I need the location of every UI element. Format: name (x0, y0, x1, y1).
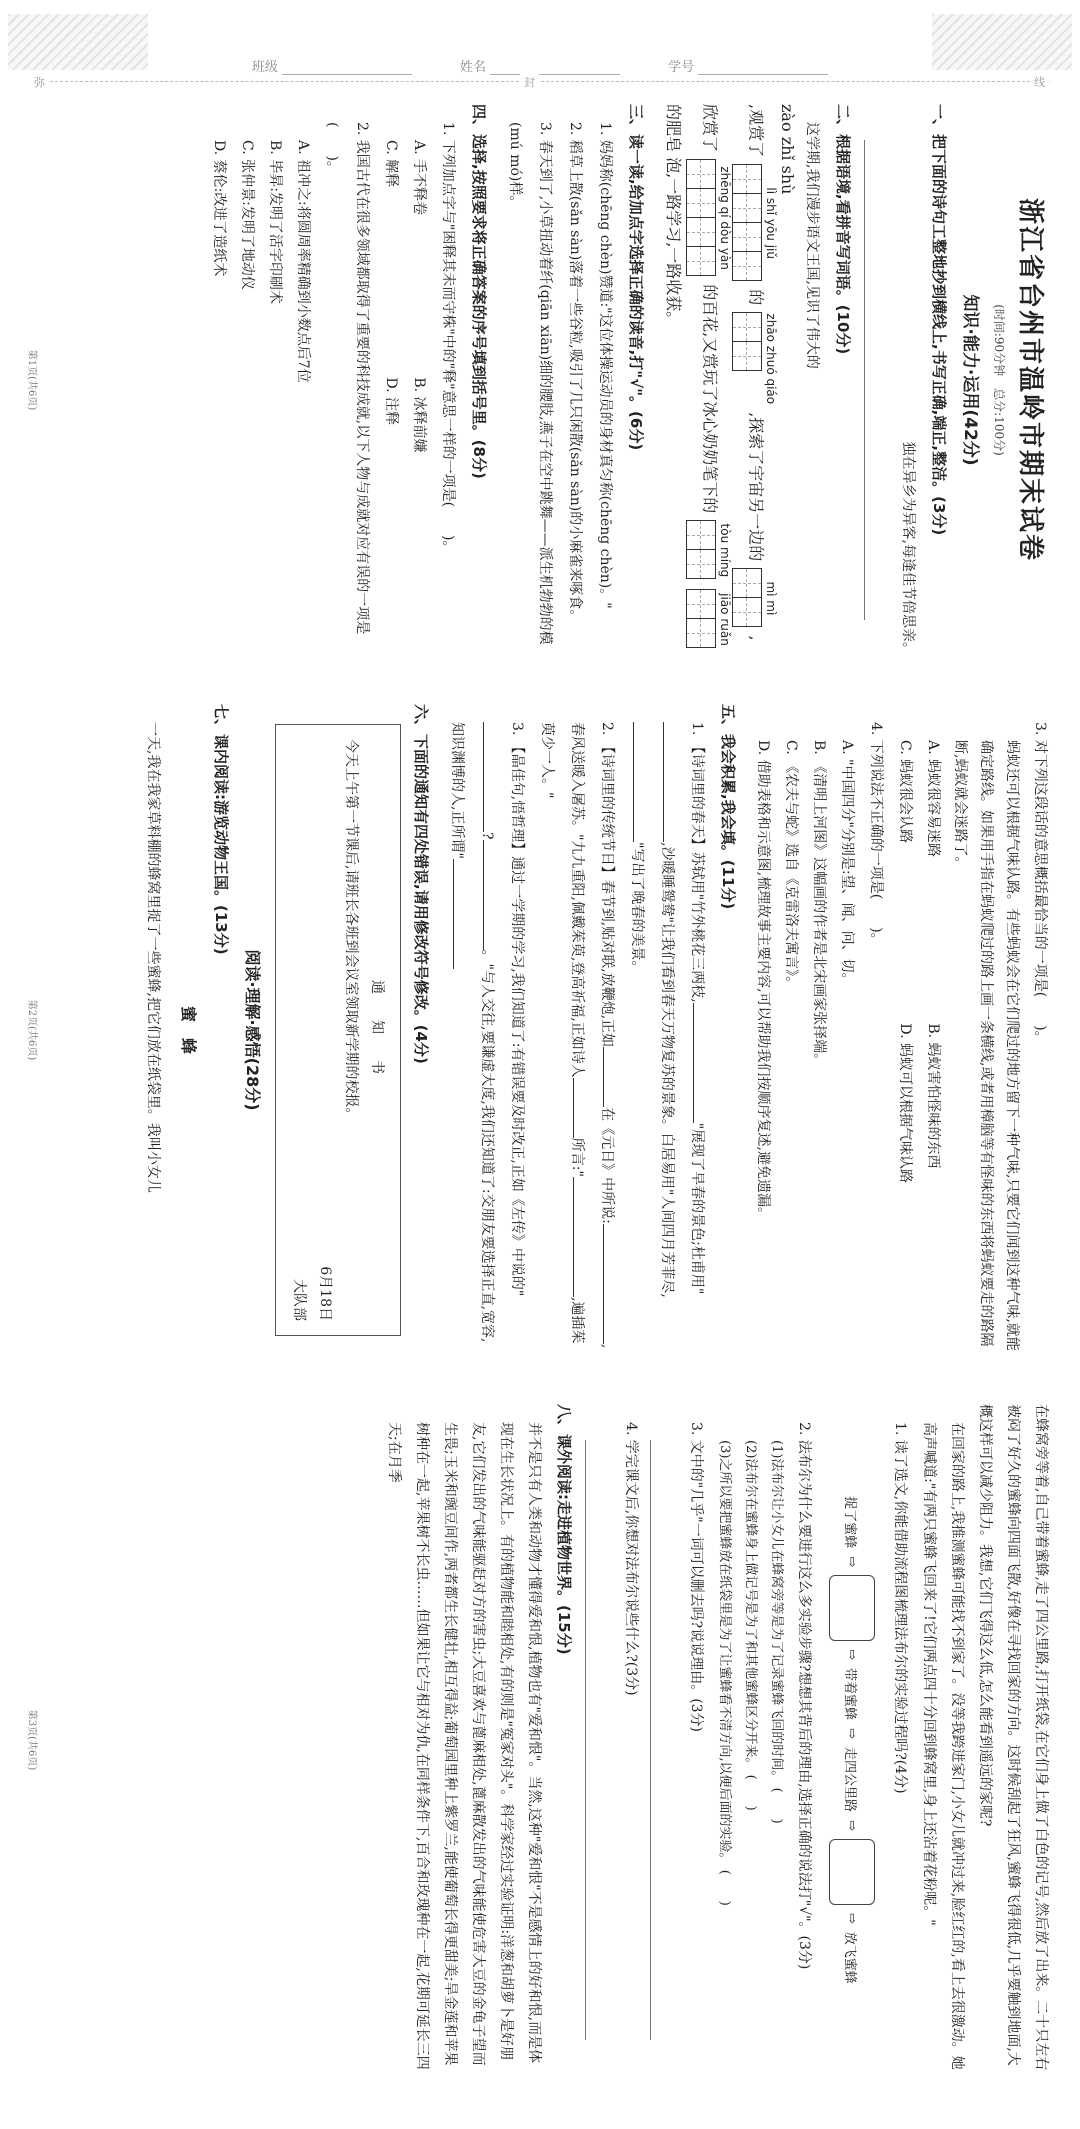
flow-step-1: 捉了蜜蜂 (842, 1496, 858, 1549)
exam-meta: (时间:90分钟 总分:100分) (992, 304, 1006, 456)
q5-2-a: 2. 【诗词里的传统节日】春节到,贴对联,放鞭炮,正如 (599, 722, 615, 1048)
q7-1: 1. 读了选文,你能借助流程图梳理法布尔的实验过程吗?(4分) (892, 1422, 908, 1794)
section-2-heading: 二、根据语境,看拼音写词语。(10分) (834, 104, 852, 355)
student-fields (0, 56, 1080, 75)
text-f: 的百花,又赏玩了冰心奶奶笔下的 (700, 284, 720, 514)
flow-step-4: 放飞蜜蜂 (842, 1931, 858, 1984)
page-2 (20, 690, 1065, 1370)
id-label: 学号 (668, 60, 695, 75)
seal-char-1: 弥 (30, 74, 49, 90)
q4-4-options (749, 704, 861, 1356)
flow-blank-1[interactable] (829, 1575, 875, 1641)
q3-1: 1. 妈妈称(chēng chèn)赞道:"这位体操运动员的身材真匀称(chēng chèn)。" (597, 122, 613, 609)
section-6-heading: 六、下面的通知有四处错误,请用修改符号修改。(4分) (412, 704, 430, 1064)
q5-1-blank-3[interactable] (633, 722, 634, 842)
section-4-heading: 四、选择,按照要求将正确答案的序号填到括号里。(8分) (470, 104, 488, 479)
pinyin-3: zhāo zhuó qiáo (764, 313, 778, 405)
part-2-title: 阅读·理解·感悟(28分) (243, 949, 262, 1111)
q7-2-option-3[interactable] (711, 1440, 737, 2076)
q4-1: 1. 下列加点字与"困释其未而守株"中的"释"意思一样的一项是( )。 (440, 122, 456, 555)
q5-3-blank-2[interactable] (483, 840, 484, 950)
q5-2-e: ,遍插茱萸少一人。" (539, 722, 585, 1344)
reading-title: 蜜 蜂 (179, 1005, 198, 1054)
q4-1-options (377, 104, 433, 656)
exam-header (0, 0, 1080, 82)
answer-parens: ( ) (769, 1787, 784, 1824)
arrow-right-icon: ⇨ (844, 1728, 860, 1739)
q5-3-blank-3[interactable] (453, 859, 454, 969)
pinyin-grid-3[interactable] (732, 313, 778, 404)
q4-3-option-c[interactable]: C. 蚂蚁很会认路 (897, 740, 913, 844)
page-1 (20, 90, 1065, 670)
q4-2-options (205, 104, 317, 656)
q4-2: 2. 我国古代在很多领域都取得了重要的科技成就,以下人物与成就对应有误的一项是( )。 (324, 122, 370, 635)
poem-line: 独在异乡为异客,每逢佳节倍思亲。 (900, 441, 916, 656)
q5-1 (622, 704, 712, 1356)
text-b: ,观赏了 (746, 104, 766, 158)
q7-2-option-1[interactable] (763, 1440, 789, 2076)
class-label: 班级 (251, 60, 278, 75)
q5-2-b: 在《元日》中所说: (599, 1107, 615, 1224)
seal-char-2: 封 (520, 74, 539, 90)
flow-blank-2[interactable] (829, 1839, 875, 1905)
section-1-heading: 一、把下面的诗句工整地抄到横线上,书写正确,端正,整洁。(3分) (930, 104, 948, 536)
text-g: 的肥皂 (664, 104, 683, 153)
arrow-right-icon: ⇨ (844, 1649, 860, 1661)
notice-box (275, 724, 401, 1336)
q4-1-option-b[interactable]: B. 冰释前嫌 (411, 377, 427, 453)
arrow-right-icon: ⇨ (844, 1819, 860, 1831)
q4-3: 3. 对下列这段话的意思概括最恰当的一项是( )。 (1032, 722, 1048, 1045)
q7-3-answer-line[interactable] (650, 1440, 677, 2040)
text-e: ,欣赏了 (700, 104, 766, 641)
q4-3-option-d[interactable]: D. 蚂蚁可以根据气味认路 (897, 1023, 913, 1183)
arrow-right-icon: ⇨ (844, 1556, 860, 1568)
section-5-heading: 五、我会积累,我会填。(11分) (719, 704, 737, 910)
q7-2-options (711, 1404, 789, 2076)
q5-2-blank-4[interactable] (573, 1177, 574, 1297)
q7-4: 4. 学完课文后,你想对法布尔说些什么?(3分) (623, 1422, 639, 1696)
q5-2 (532, 704, 622, 1356)
q7-4-answer-line[interactable] (585, 1440, 612, 2040)
q4-4-option-a[interactable]: A. "中国四分"分别是:望、闻、问、切。 (839, 740, 855, 987)
notice-body[interactable]: 今天上午第一节课后,请班长各班到会议室领取新学期的校报。 (343, 739, 359, 1122)
reading-start: 一天,我在我家草料棚的蜂窝里捉了一些蜜蜂,把它们放在纸袋里。我叫小女儿 (145, 722, 161, 1193)
q4-1-option-d[interactable]: D. 注释 (383, 377, 399, 425)
section-8-heading: 八、课外阅读:走进植物世界。(15分) (555, 1404, 573, 1655)
q4-2-option-a[interactable]: A. 祖冲之:将圆周率精确到小数点后7位 (295, 140, 311, 383)
pinyin-paragraph (797, 104, 827, 656)
text-c: 的 (746, 289, 766, 306)
exam-sheet-rotated (20, 90, 1065, 2110)
q5-3-blank-1[interactable] (483, 722, 484, 832)
flow-step-2: 带着蜜蜂 (842, 1668, 858, 1721)
page-3 (20, 1390, 1065, 2090)
q5-1-b: "展现了早春的景色;杜甫用" (689, 1122, 705, 1295)
page-number-1: 第1页(共6页) (26, 349, 37, 411)
q4-2-option-b[interactable]: B. 毕昇:发明了活字印刷术 (267, 140, 283, 304)
q4-3-passage: 蚂蚁还可以根据气味认路。有些蚂蚁会在它们爬过的地方留下一种气味,只要它们闻到这种气味,就能确定路线。如果用手指在蚂蚁爬过的路上画一条横线,或者用樟脑等有怪味的东西将蚂蚁要走的路隔断,蚂蚁就会迷路了。 (952, 740, 1020, 1351)
q4-3-options (891, 704, 947, 1356)
reading-continued-2: 在回家的路上,我推测蜜蜂可能找不到家了。没等我跨进家门,小女儿就冲过来,脸红红的,看上去很激动。她高声喊道:"有两只蜜蜂飞回来了!它们两点四十分回到蜂窝里,身上还沾着花粉呢。" (921, 1422, 965, 2070)
pinyin-7: jiāo ruǎn (718, 593, 732, 646)
flowchart (829, 1404, 875, 2076)
q5-2-blank-3[interactable] (573, 1078, 574, 1138)
pinyin-5: zhēng qí dòu yàn (718, 166, 732, 270)
notice-date: 6月18日 (317, 1266, 333, 1321)
part-1-title: 知识·能力·运用(42分) (960, 294, 980, 466)
q4-4-option-d[interactable]: D. 借助表格和示意图,梳理故事主要内容,可以帮助我们按顺序复述,避免遗漏。 (755, 740, 771, 1221)
seal-char-3: 线 (1030, 74, 1049, 90)
q5-1-a: 1. 【诗词里的春天】苏轼用"竹外桃花三两枝, (689, 722, 705, 1003)
q4-2-option-d[interactable]: D. 蔡伦:改进了造纸术 (211, 140, 227, 277)
section-8-passage: 并不是只有人类和动物才懂得爱和恨,植物也有"爱和恨"。当然,这种"爱和恨"不是感情上的好和恨,而是体现在生长状况上。有的植物能和睦相处,有的则是"冤家对头"。科学家经过实验证明:洋葱和胡萝卜是好朋友,它们发出的气味能驱赶对方的害虫;大豆喜欢与蓖麻相处,蓖麻散发出的气味能使危害大豆的金龟子望而生畏;玉米和豌豆间作,两者都生长健壮,相互得益;葡萄园里种上紫罗兰,能使葡萄长得更甜美;旱金莲和苹果树种在一起,苹果树不长虫……但如果让它与相对为仇,在同样条件下,百合和玫瑰种在一起,花期可延长三四天;在月季 (386, 1422, 542, 2070)
q4-4-option-b[interactable]: B. 《清明上河图》这幅画的作者是北宋画家张择端。 (811, 740, 827, 1068)
pinyin-2: lì shǐ yōu jiǔ (764, 187, 778, 259)
q4-4-option-c[interactable]: C. 《农夫与蛇》选自《克雷洛夫寓言》。 (783, 740, 799, 991)
reading-continued: 在蜂窝旁等着,自己带着蜜蜂,走了四公里路,打开纸袋,在它们身上做了白色的记号,然后放了出来。二十只左右被闷了好久的蜜蜂向四面飞散,好像在寻找回家的方向。这时候刮起了狂风,蜜蜂飞得很低,几乎要触到地面,大概这样可以减少阻力。我想,它们飞得这么低,怎么能看到遥远的家呢? (977, 1404, 1049, 2071)
pinyin-4: mì mì (764, 581, 778, 616)
name-label: 姓名 (459, 60, 486, 75)
q5-3-a: 3. 【晶佳句,悟哲理】通过一学期的学习,我们知道了:有错误要及时改正,正如《左传》中说的" (509, 722, 525, 1297)
q4-1-option-c[interactable]: C. 解释 (383, 140, 399, 188)
answer-parens: ( ) (743, 1774, 758, 1811)
q5-3-c: 。"与人交往,要谦虚大度,我们还知道了:交朋友要选择正直,宽容,知识渊博的人,正所谓" (449, 722, 495, 1343)
flow-step-3: 走四公里路 (842, 1746, 858, 1812)
pinyin-grid-2[interactable] (732, 165, 778, 281)
q5-3-b: ? (479, 832, 495, 840)
pinyin-grid-5[interactable] (686, 160, 732, 276)
pinyin-grid-6[interactable] (686, 521, 732, 579)
q3-2: 2. 稻草上散(sǎn sàn)落着一些谷粒,吸引了几只闲散(sǎn sàn)的小麻雀来啄食。 (567, 122, 583, 624)
q5-2-c: ,春风送暖入屠苏。"九九重阳,佩戴茱萸,登高祈福,正如诗人 (569, 722, 615, 1349)
q5-2-blank-2[interactable] (603, 1224, 604, 1344)
pinyin-6: tòu míng (718, 523, 732, 578)
text-d: ,探索了宇宙另一边的 (746, 412, 766, 562)
q4-3-option-b[interactable]: B. 蚂蚁害怕怪味的东西 (925, 1023, 941, 1169)
q5-1-c: ,沙暖睡鸳鸯"让我们看到春天万物复苏的景象。白居易用"人间四月芳菲尽, (659, 842, 675, 1298)
poem-answer-line[interactable] (864, 140, 891, 620)
answer-parens: ( ) (717, 1869, 732, 1906)
q5-1-blank-2[interactable] (663, 722, 664, 842)
text-a: 这学期,我们漫步语文王国,见识了伟大的 (804, 122, 820, 369)
q3-3: 3. 春天到了,小草扭动着纤(qiān xiān)细的腰肢,燕子在空中跳舞——派生机勃勃的模(mú mó)样。 (507, 122, 553, 645)
page-number-2: 第2页(共6页) (26, 999, 37, 1061)
q4-1-option-a[interactable]: A. 手不释卷 (411, 140, 427, 216)
arrow-right-icon: ⇨ (844, 1912, 860, 1924)
notice-signature: 大队部 (291, 1279, 307, 1321)
q5-3 (442, 704, 532, 1356)
q4-3-option-a[interactable]: A. 蚂蚁很容易迷路 (925, 740, 941, 858)
pinyin-1: zào zhǐ shù (778, 104, 797, 195)
exam-title: 浙江省台州市温岭市期末试卷 (1015, 197, 1045, 562)
section-7-heading: 七、课内阅读:游览动物王国。(13分) (212, 704, 230, 955)
q7-2-option-3-text: (3)之所以要把蜜蜂放在纸袋里是为了让蜜蜂看不清方向,以便后面的实验。 (717, 1440, 732, 1866)
q4-4: 4. 下列说法不正确的一项是( )。 (868, 722, 884, 947)
pinyin-grid-7[interactable] (686, 590, 732, 648)
q7-2-option-2-text: (2)法布尔在蜜蜂身上做记号是为了和其他蜜蜂区分开来。 (743, 1440, 758, 1771)
section-3-heading: 三、读一读,给加点字选择正确的读音,打"√"。(6分) (627, 104, 645, 451)
page-number-3: 第3页(共6页) (26, 1709, 37, 1771)
notice-title: 通 知 书 (369, 980, 385, 1080)
q7-2-option-1-text: (1)法布尔让小女儿在蜂窝旁等是为了记录蜜蜂飞回的时间。 (769, 1440, 784, 1784)
q4-2-option-c[interactable]: C. 张仲景:发明了地动仪 (239, 140, 255, 290)
pinyin-grid-4[interactable] (732, 569, 778, 627)
seal-line (30, 74, 1050, 88)
text-h: 泡,一路学习,一路收获。 (664, 157, 683, 328)
q7-2: 2. 法布尔为什么要进行这么多实验步骤?想想其背后的理由,选择正确的说法打"√"。(3分) (796, 1422, 812, 1970)
q7-3: 3. 文中的"几乎"一词可以删去吗?说说理由。(3分) (688, 1422, 704, 1733)
q5-2-d: 所言:" (569, 1137, 585, 1177)
q5-1-blank-1[interactable] (693, 1003, 694, 1123)
q5-1-d: "写出了晚春的美景。 (629, 842, 645, 975)
q5-2-blank-1[interactable] (603, 1047, 604, 1107)
q7-2-option-2[interactable] (737, 1440, 763, 2076)
